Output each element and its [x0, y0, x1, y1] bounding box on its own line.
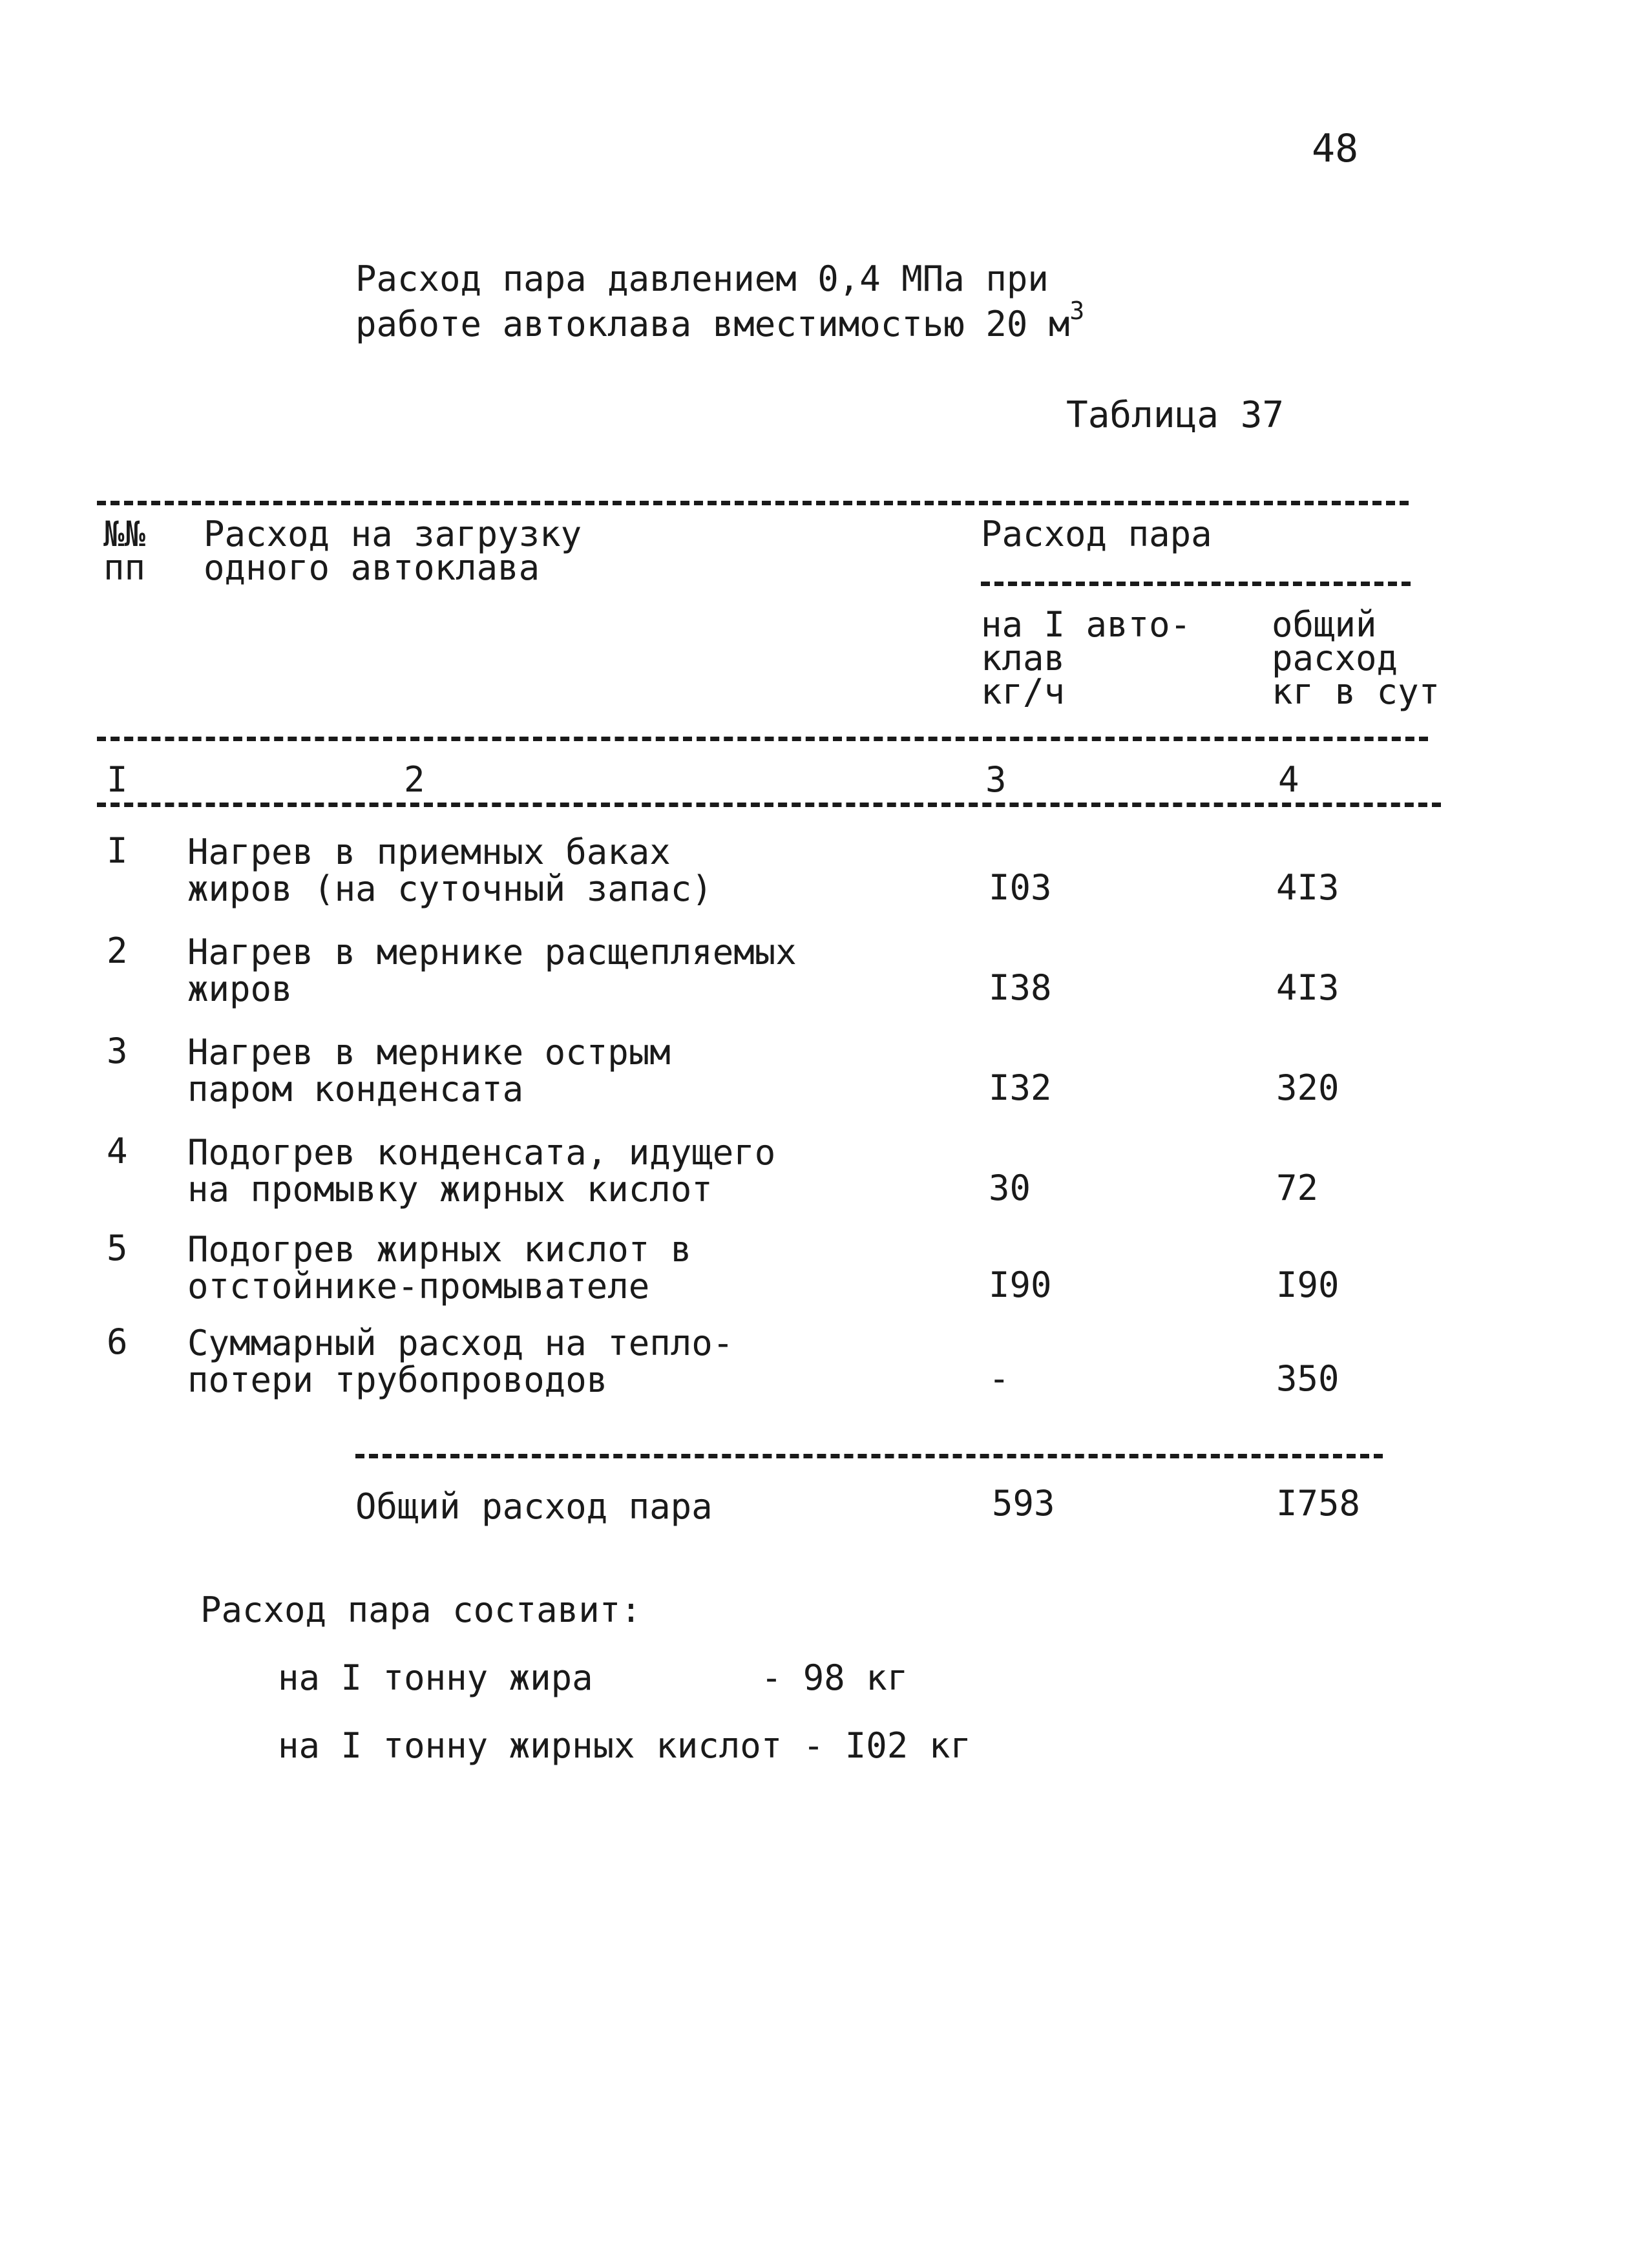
header-group-steam: Расход пара — [981, 514, 1212, 554]
row-4-desc-line-2: на промывку жирных кислот — [187, 1169, 713, 1210]
header-bottom-rule — [97, 737, 1428, 741]
row-6-desc-line-1: Суммарный расход на тепло- — [187, 1323, 734, 1363]
row-5-desc-line-1: Подогрев жирных кислот в — [187, 1229, 692, 1270]
row-2-desc-line-2: жиров — [187, 969, 293, 1009]
column-numbers-rule — [97, 803, 1441, 807]
notes-line-per-ton-fat: на I тонну жира - 98 кг — [278, 1657, 909, 1698]
row-3-number: 3 — [107, 1031, 128, 1071]
row-1-per-autoclave: I03 — [989, 867, 1052, 908]
row-5-desc-line-2: отстойнике-промывателе — [187, 1266, 650, 1307]
row-3-desc-line-2: паром конденсата — [187, 1069, 524, 1109]
table-title-line-2 — [355, 299, 1084, 342]
total-row-per-autoclave: 593 — [992, 1483, 1055, 1524]
row-2-total: 4I3 — [1276, 967, 1339, 1008]
header-col1-line-2: пп — [103, 547, 146, 588]
header-col2-line-2: одного автоклава — [204, 547, 540, 588]
header-col4-line-3: кг в сут — [1272, 671, 1440, 712]
table-label: Таблица 37 — [1066, 394, 1285, 436]
row-4-number: 4 — [107, 1131, 128, 1171]
notes-line-per-ton-fatty-acids: на I тонну жирных кислот - I02 кг — [278, 1725, 971, 1766]
header-col1-line-1: №№ — [103, 514, 146, 554]
page-number: 48 — [1312, 126, 1359, 171]
row-6-total: 350 — [1276, 1358, 1339, 1399]
table-title-line-1: Расход пара давлением 0,4 МПа при — [355, 258, 1049, 299]
header-group-rule — [981, 582, 1411, 586]
column-number-2: 2 — [404, 759, 425, 800]
header-col4-line-2: расход — [1272, 638, 1398, 678]
header-col3-line-1: на I авто- — [981, 604, 1192, 645]
row-5-number: 5 — [107, 1228, 128, 1268]
header-col4-line-1: общий — [1272, 604, 1377, 645]
row-1-total: 4I3 — [1276, 867, 1339, 908]
row-4-total: 72 — [1276, 1168, 1319, 1208]
header-col3-line-2: клав — [981, 638, 1066, 678]
table-top-rule — [97, 501, 1409, 505]
row-2-per-autoclave: I38 — [989, 967, 1052, 1008]
header-col3-line-3: кг/ч — [981, 671, 1066, 712]
row-6-per-autoclave: - — [989, 1358, 1010, 1399]
row-3-desc-line-1: Нагрев в мернике острым — [187, 1032, 671, 1073]
superscript-3: 3 — [1069, 297, 1085, 325]
row-5-per-autoclave: I90 — [989, 1265, 1052, 1305]
row-2-desc-line-1: Нагрев в мернике расщепляемых — [187, 932, 797, 972]
row-4-per-autoclave: 30 — [989, 1168, 1031, 1208]
column-number-3: 3 — [985, 759, 1007, 800]
row-5-total: I90 — [1276, 1265, 1339, 1305]
row-6-desc-line-2: потери трубопроводов — [187, 1360, 608, 1400]
column-number-1: I — [107, 759, 128, 800]
row-1-desc-line-1: Нагрев в приемных баках — [187, 832, 671, 872]
total-row-label: Общий расход пара — [355, 1486, 713, 1527]
row-1-number: I — [107, 830, 128, 871]
row-6-number: 6 — [107, 1321, 128, 1362]
row-2-number: 2 — [107, 930, 128, 971]
table-title-line-2-text: работе автоклава вместимостью 20 м — [355, 304, 1070, 344]
header-col2-line-1: Расход на загрузку — [204, 514, 582, 554]
total-rule — [355, 1454, 1383, 1458]
column-number-4: 4 — [1278, 759, 1299, 800]
row-3-per-autoclave: I32 — [989, 1067, 1052, 1108]
row-4-desc-line-1: Подогрев конденсата, идущего — [187, 1132, 776, 1173]
total-row-total: I758 — [1276, 1483, 1361, 1524]
notes-heading: Расход пара составит: — [200, 1590, 642, 1630]
row-1-desc-line-2: жиров (на суточный запас) — [187, 868, 713, 909]
row-3-total: 320 — [1276, 1067, 1339, 1108]
